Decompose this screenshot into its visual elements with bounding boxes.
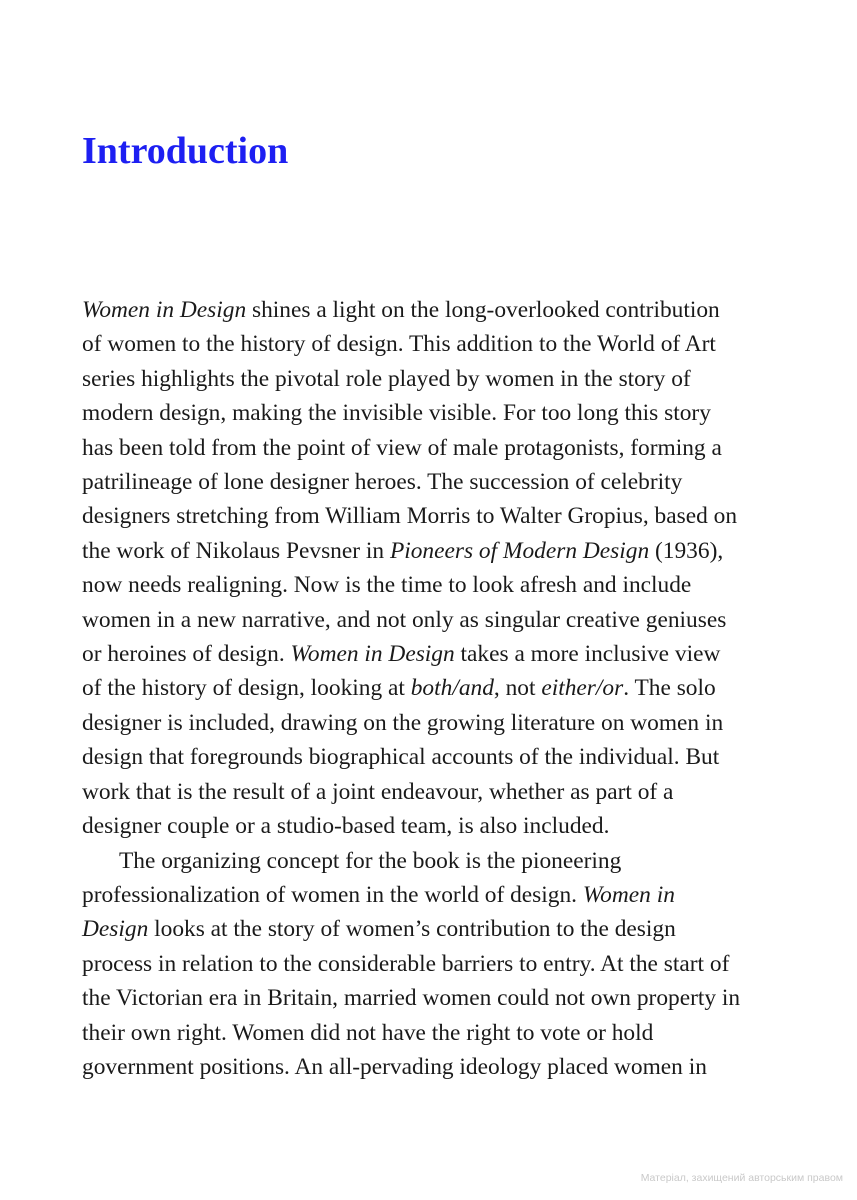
text-line <box>82 740 802 774</box>
text-segment: . The solo <box>623 675 716 702</box>
italic-text: Design <box>82 916 149 943</box>
text-line <box>82 465 802 499</box>
text-line <box>82 671 802 705</box>
text-line <box>82 1016 802 1050</box>
text-segment: designer is included, drawing on the growing literature on women in <box>82 709 724 736</box>
text-line <box>82 327 802 361</box>
paragraph-1 <box>82 293 802 844</box>
text-segment: looks at the story of women’s contribution to the design <box>148 916 676 943</box>
copyright-watermark: Матеріал, захищений авторським правом <box>640 1172 843 1184</box>
text-segment: designers stretching from William Morris to Walter Gropius, based on <box>82 503 738 530</box>
text-segment: , not <box>493 675 542 702</box>
text-segment: women in a new narrative, and not only as singular creative geniuses <box>82 606 727 633</box>
italic-text: Women in <box>582 881 675 908</box>
text-line <box>82 499 802 533</box>
text-segment: takes a more inclusive view <box>454 641 721 668</box>
text-segment: process in relation to the considerable barriers to entry. At the start of <box>82 950 730 977</box>
text-segment: (1936), <box>649 537 724 564</box>
text-segment: government positions. An all-pervading ideology placed women in <box>82 1053 707 1080</box>
text-line <box>82 809 802 843</box>
text-line <box>82 981 802 1015</box>
text-segment: has been told from the point of view of male protagonists, forming a <box>82 434 722 461</box>
text-segment: design that foregrounds biographical accounts of the individual. But <box>82 744 720 771</box>
body-text <box>82 293 802 1084</box>
text-line <box>82 844 802 878</box>
italic-text: either/or <box>541 675 624 702</box>
text-line <box>82 706 802 740</box>
italic-text: Women in Design <box>290 641 455 668</box>
text-segment: now needs realigning. Now is the time to look afresh and include <box>82 572 692 599</box>
text-segment: of the history of design, looking at <box>82 675 411 702</box>
text-segment: professionalization of women in the world of design. <box>82 881 583 908</box>
text-segment: designer couple or a studio-based team, is also included. <box>82 813 610 840</box>
text-segment: their own right. Women did not have the right to vote or hold <box>82 1019 654 1046</box>
italic-text: Women in Design <box>82 297 247 323</box>
text-line <box>82 947 802 981</box>
text-segment: patrilineage of lone designer heroes. The succession of celebrity <box>82 469 683 496</box>
text-segment: modern design, making the invisible visible. For too long this story <box>82 400 711 427</box>
text-line <box>82 396 802 430</box>
text-segment: work that is the result of a joint endeavour, whether as part of a <box>82 778 674 805</box>
text-line <box>82 293 802 327</box>
text-segment: the work of Nikolaus Pevsner in <box>82 537 390 564</box>
text-line <box>82 534 802 568</box>
paragraph-2 <box>82 844 802 1085</box>
text-line <box>82 568 802 602</box>
text-segment: shines a light on the long-overlooked contribution <box>246 297 720 323</box>
italic-text: both/and <box>410 675 494 702</box>
text-line <box>82 912 802 946</box>
text-line <box>82 1050 802 1084</box>
text-segment: of women to the history of design. This addition to the World of Art <box>82 331 716 358</box>
text-line <box>82 362 802 396</box>
text-line <box>82 637 802 671</box>
text-segment: The organizing concept for the book is the pioneering <box>119 847 622 874</box>
text-segment: or heroines of design. <box>82 641 291 668</box>
text-line <box>82 431 802 465</box>
italic-text: Pioneers of Modern Design <box>389 537 650 564</box>
page-title: Introduction <box>82 130 289 172</box>
text-line <box>82 878 802 912</box>
text-segment: the Victorian era in Britain, married women could not own property in <box>82 985 741 1012</box>
text-segment: series highlights the pivotal role played by women in the story of <box>82 365 691 392</box>
text-line <box>82 775 802 809</box>
text-line <box>82 603 802 637</box>
